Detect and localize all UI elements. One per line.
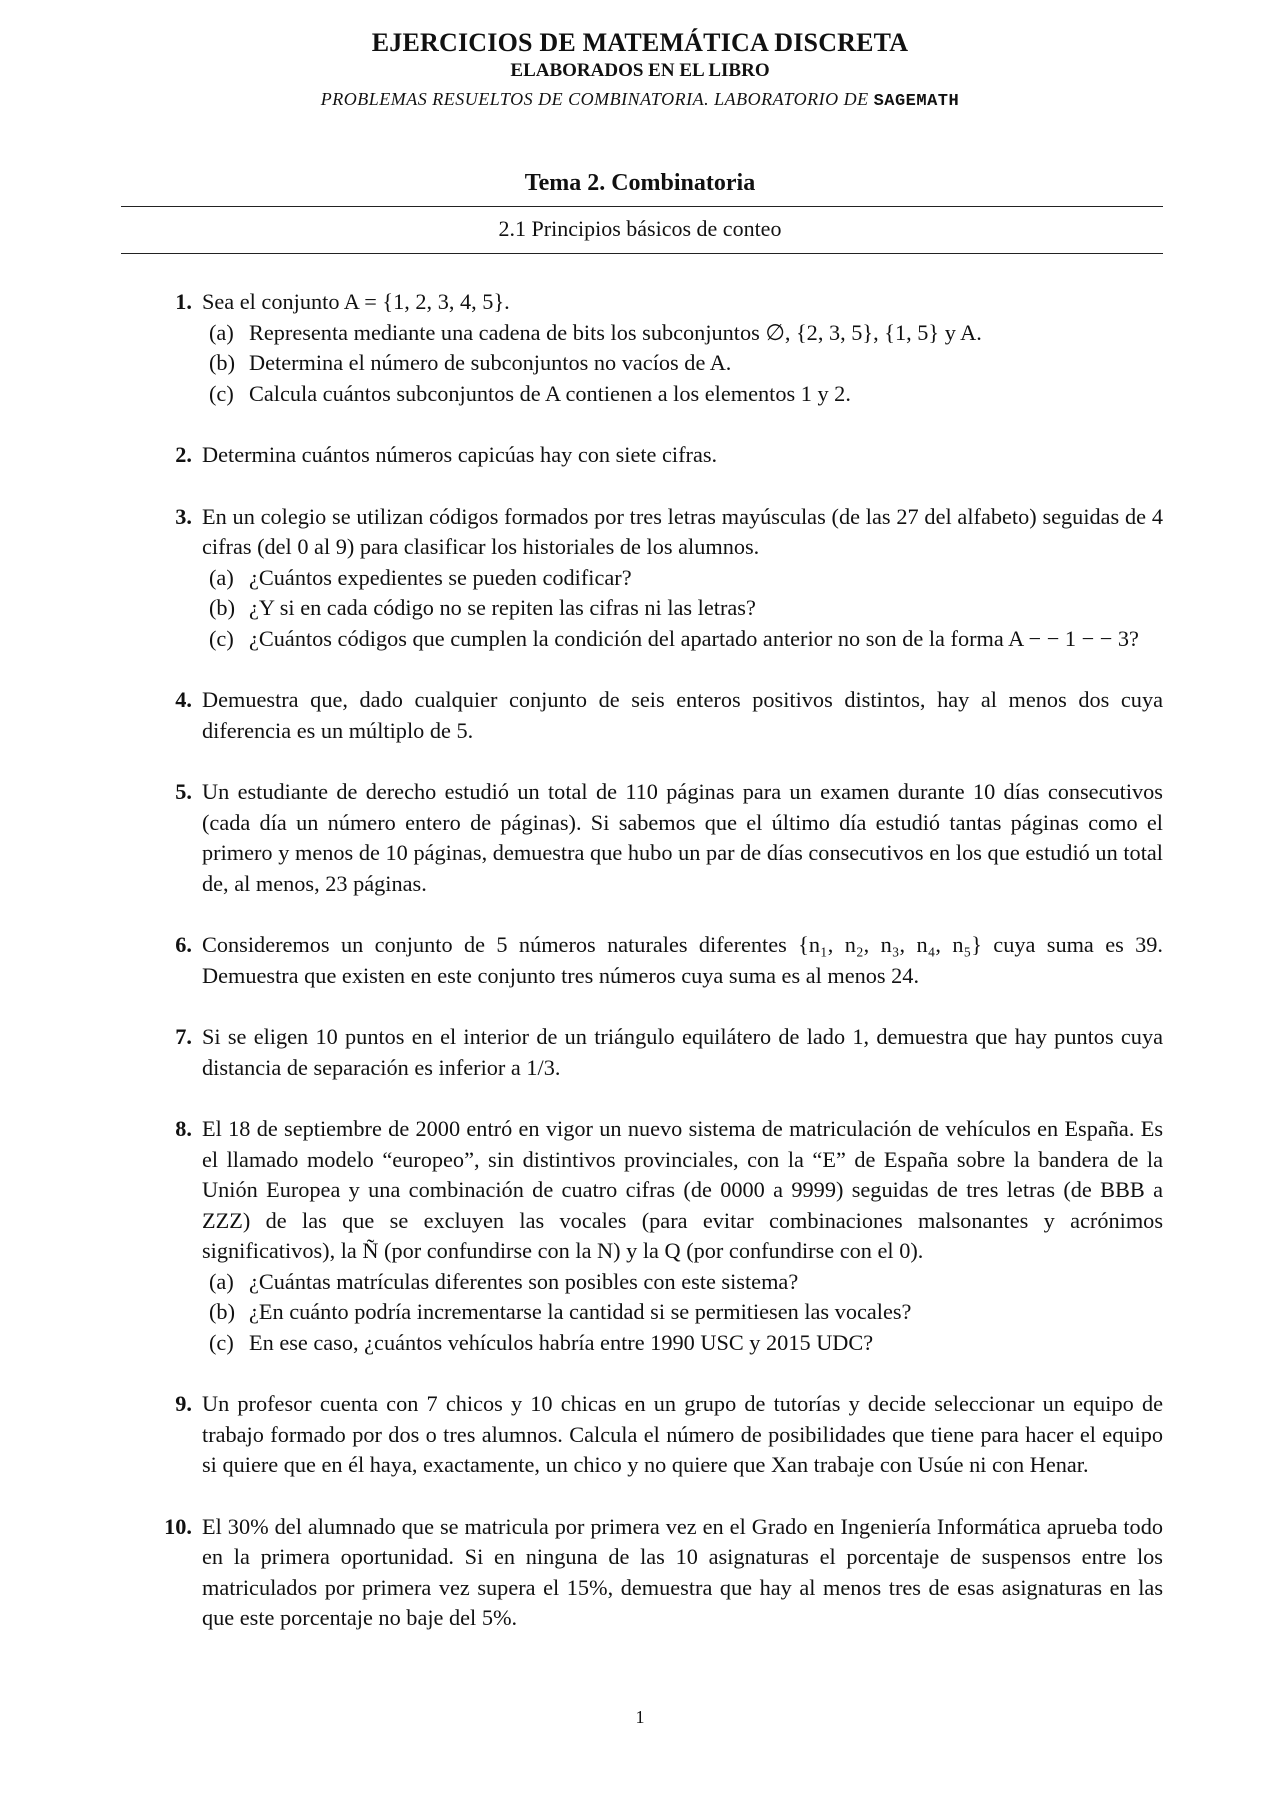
problem-text: Un profesor cuenta con 7 chicos y 10 chicas en un grupo de tutorías y decide seleccionar un equipo de trabajo formado por dos o tres alumnos. Calcula el número de posibilidades que tiene para hacer el equipo si quiere que en él haya, exactamente, un chico y no quiere que Xan trabaje con Usúe ni con Henar. xyxy=(202,1391,1163,1477)
subquestion-item xyxy=(202,1328,1163,1359)
problem-number: 7. xyxy=(175,1024,192,1049)
subquestion-item xyxy=(202,318,1163,349)
subquestion-item xyxy=(202,1267,1163,1298)
subquestion-text: ¿Cuántos expedientes se pueden codificar? xyxy=(249,564,632,590)
problem-text: Consideremos un conjunto de 5 números naturales diferentes {n₁, n₂, n₃, n₄, n₅} cuya suma es 39. Demuestra que existen en este conjunto tres números cuya suma es al menos 24. xyxy=(202,932,1163,988)
subquestion-item xyxy=(202,593,1163,624)
subquestion-label: (a) xyxy=(209,319,234,345)
problem-number: 10. xyxy=(164,1513,192,1539)
subquestion-label: (b) xyxy=(209,350,235,375)
problem-text: El 30% del alumnado que se matricula por primera vez en el Grado en Ingeniería Informática aprueba todo en la primera oportunidad. Si en ninguna de las 10 asignaturas el porcentaje de suspensos entre los matriculados por primera vez supera el 15%, demuestra que hay al menos tres de esas asignaturas en las que este porcentaje no baje del 5%. xyxy=(202,1513,1163,1630)
subquestion-list xyxy=(202,563,1163,655)
subquestion-label: (c) xyxy=(209,380,234,406)
divider-bottom xyxy=(121,253,1163,254)
subquestion-label: (b) xyxy=(209,1299,235,1324)
problem-number: 6. xyxy=(175,932,192,957)
problem-number: 5. xyxy=(175,779,192,804)
problem-text: Un estudiante de derecho estudió un total de 110 páginas para un examen durante 10 días consecutivos (cada día un número entero de páginas). Si sabemos que el último día estudió tantas páginas como el primero y menos de 10 páginas, demuestra que hubo un par de días consecutivos en los que estudió un total de, al menos, 23 páginas. xyxy=(202,779,1163,896)
subquestion-text: Calcula cuántos subconjuntos de A contienen a los elementos 1 y 2. xyxy=(249,380,851,406)
problem-number: 8. xyxy=(175,1116,192,1141)
problem-item xyxy=(150,777,1163,899)
subquestion-item xyxy=(202,624,1163,655)
problem-text: El 18 de septiembre de 2000 entró en vigor un nuevo sistema de matriculación de vehículos en España. Es el llamado modelo “europeo”, sin distintivos provinciales, con la “E” de España sobre la bandera de la Unión Europea y una combinación de cuatro cifras (de 0000 a 9999) seguidas de tres letras (de BBB a ZZZ) de las que se excluyen las vocales (para evitar combinaciones malsonantes y acrónimos significativos), la Ñ (por confundirse con la N) y la Q (por confundirse con el 0). xyxy=(202,1116,1163,1263)
problem-number: 4. xyxy=(175,687,192,712)
header-book-title-sagemath: SAGEMATH xyxy=(873,92,960,111)
problem-text: Determina cuántos números capicúas hay con siete cifras. xyxy=(202,442,718,467)
subquestion-item xyxy=(202,1297,1163,1328)
subquestion-item xyxy=(202,348,1163,379)
problem-item xyxy=(150,685,1163,746)
header-subtitle: ELABORADOS EN EL LIBRO xyxy=(510,60,770,81)
problem-list xyxy=(150,287,1163,1665)
subquestion-label: (c) xyxy=(209,1329,234,1355)
problem-item xyxy=(150,1114,1163,1358)
problem-text: Demuestra que, dado cualquier conjunto de seis enteros positivos distintos, hay al menos dos cuya diferencia es un múltiplo de 5. xyxy=(202,687,1163,743)
subquestion-item xyxy=(202,563,1163,594)
page-number: 1 xyxy=(635,1707,645,1727)
subquestion-text: ¿En cuánto podría incrementarse la cantidad si se permitiesen las vocales? xyxy=(249,1299,912,1324)
problem-text: Sea el conjunto A = {1, 2, 3, 4, 5}. xyxy=(202,289,510,314)
subquestion-item xyxy=(202,379,1163,410)
problem-item xyxy=(150,1022,1163,1083)
subquestion-label: (b) xyxy=(209,595,235,620)
subquestion-text: Representa mediante una cadena de bits los subconjuntos ∅, {2, 3, 5}, {1, 5} y A. xyxy=(249,319,982,345)
header-book-title-text: PROBLEMAS RESUELTOS DE COMBINATORIA. LABORATORIO DE xyxy=(320,89,869,109)
problem-item xyxy=(150,1512,1163,1634)
subquestion-label: (a) xyxy=(209,564,234,590)
subquestion-text: ¿Cuántos códigos que cumplen la condición del apartado anterior no son de la forma A − − 1 − − 3? xyxy=(249,625,1139,651)
problem-text: Si se eligen 10 puntos en el interior de un triángulo equilátero de lado 1, demuestra que hay puntos cuya distancia de separación es inferior a 1/3. xyxy=(202,1024,1163,1080)
subquestion-list xyxy=(202,318,1163,410)
subquestion-label: (a) xyxy=(209,1268,234,1294)
problem-item xyxy=(150,1389,1163,1481)
problem-text: En un colegio se utilizan códigos formados por tres letras mayúsculas (de las 27 del alfabeto) seguidas de 4 cifras (del 0 al 9) para clasificar los historiales de los alumnos. xyxy=(202,503,1163,559)
problem-number: 9. xyxy=(175,1391,192,1416)
header-book-title xyxy=(0,89,1280,111)
subquestion-list xyxy=(202,1267,1163,1359)
problem-number: 3. xyxy=(175,503,192,529)
problem-item xyxy=(150,440,1163,471)
problem-item xyxy=(150,502,1163,655)
problem-number: 1. xyxy=(175,289,192,314)
divider-top xyxy=(121,206,1163,207)
problem-number: 2. xyxy=(175,442,192,467)
problem-item xyxy=(150,287,1163,409)
problem-item xyxy=(150,930,1163,991)
topic-title: Tema 2. Combinatoria xyxy=(524,170,756,196)
subquestion-text: ¿Y si en cada código no se repiten las cifras ni las letras? xyxy=(249,595,756,620)
header-title: EJERCICIOS DE MATEMÁTICA DISCRETA xyxy=(371,28,909,57)
subquestion-label: (c) xyxy=(209,625,234,651)
subquestion-text: En ese caso, ¿cuántos vehículos habría entre 1990 USC y 2015 UDC? xyxy=(249,1329,874,1355)
subquestion-text: Determina el número de subconjuntos no vacíos de A. xyxy=(249,350,732,375)
subquestion-text: ¿Cuántas matrículas diferentes son posibles con este sistema? xyxy=(249,1268,799,1294)
section-title: 2.1 Principios básicos de conteo xyxy=(498,216,782,241)
